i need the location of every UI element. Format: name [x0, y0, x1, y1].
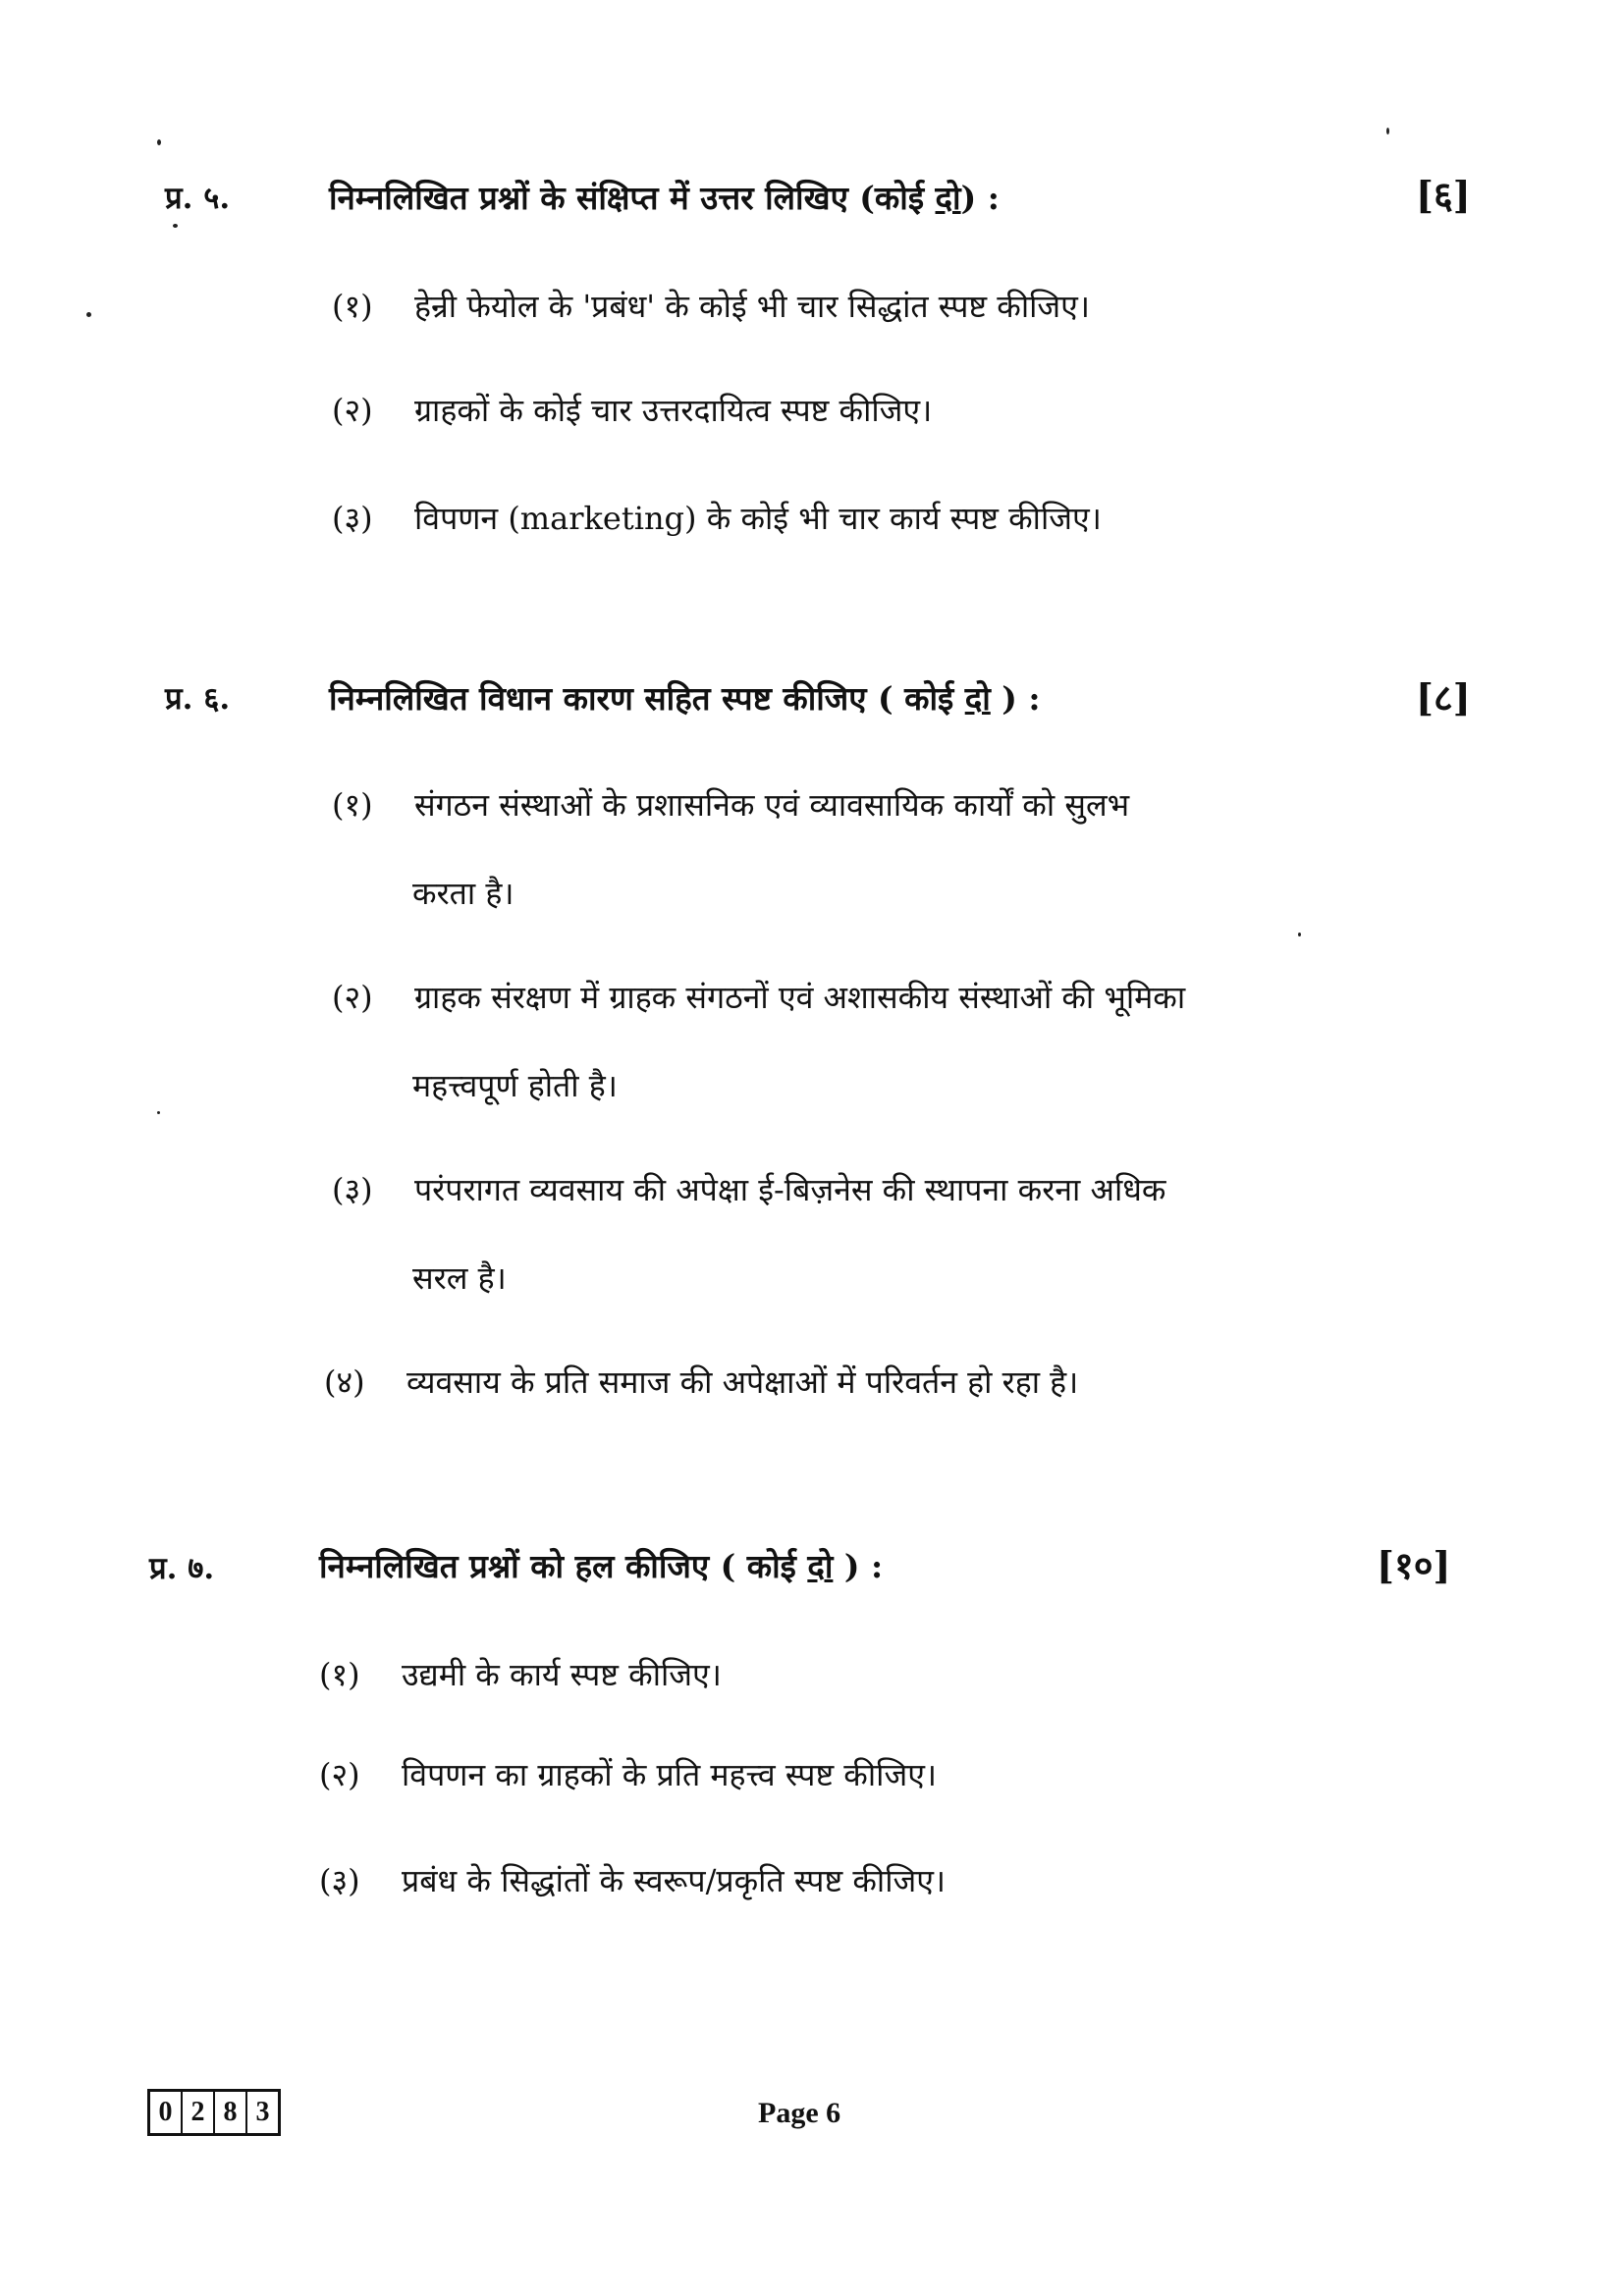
sub-question — [319, 1862, 947, 1899]
scan-speck — [1298, 933, 1301, 936]
paper-code-box — [147, 2089, 281, 2136]
title-emphasis: दो — [807, 1547, 834, 1585]
marks-badge: [१०] — [1377, 1543, 1451, 1587]
sub-question — [332, 500, 1102, 537]
sub-question-number: (२) — [319, 1756, 360, 1793]
sub-question-number: (१) — [332, 288, 373, 325]
sub-question — [332, 979, 1186, 1016]
sub-question — [332, 1171, 1166, 1208]
sub-question-continuation: सरल है। — [412, 1259, 507, 1297]
sub-question-text: व्यवसाय के प्रति समाज की अपेक्षाओं में परिवर्तन हो रहा है। — [406, 1363, 1079, 1401]
sub-question-text: विपणन का ग्राहकों के प्रति महत्त्व स्पष्ट कीजिए। — [402, 1756, 938, 1793]
marks-badge: [६] — [1416, 173, 1471, 217]
question-number: प्र. ५. — [165, 181, 231, 216]
sub-question — [324, 1363, 1079, 1401]
sub-question-number: (३) — [319, 1862, 360, 1899]
question-title — [329, 175, 1000, 219]
marks-badge: [८] — [1416, 675, 1471, 720]
title-emphasis: दो — [935, 179, 961, 217]
sub-question — [319, 1756, 938, 1793]
sub-question-number: (२) — [332, 392, 373, 429]
sub-question-text: परंपरागत व्यवसाय की अपेक्षा ई-बिज़नेस की स्थापना करना अधिक — [414, 1171, 1166, 1208]
question-number: प्र. ६. — [165, 681, 231, 717]
sub-question-number: (१) — [319, 1656, 360, 1693]
sub-question-text: संगठन संस्थाओं के प्रशासनिक एवं व्यावसायिक कार्यों को सुलभ — [414, 786, 1130, 824]
sub-question — [332, 786, 1130, 824]
title-text-end: ) : — [833, 1547, 884, 1585]
paper-code-digit: 2 — [183, 2092, 215, 2133]
sub-question — [332, 288, 1090, 325]
sub-question-text: प्रबंध के सिद्धांतों के स्वरूप/प्रकृति स्पष्ट कीजिए। — [402, 1862, 947, 1899]
sub-question-text: विपणन (marketing) के कोई भी चार कार्य स्पष्ट कीजिए। — [414, 500, 1102, 537]
sub-question-text: उद्यमी के कार्य स्पष्ट कीजिए। — [402, 1656, 722, 1693]
scan-speck — [1386, 128, 1389, 134]
page-number: Page 6 — [758, 2097, 841, 2129]
question-title — [319, 1543, 883, 1587]
title-text: निम्नलिखित प्रश्नों के संक्षिप्त में उत्तर लिखिए (कोई — [329, 179, 936, 217]
paper-code-digit: 0 — [150, 2092, 183, 2133]
scan-speck — [86, 312, 91, 317]
sub-question-continuation: महत्त्वपूर्ण होती है। — [412, 1067, 618, 1104]
title-text: निम्नलिखित विधान कारण सहित स्पष्ट कीजिए ( कोई — [329, 679, 965, 718]
question-number: प्र. ७. — [149, 1551, 215, 1586]
title-text-end: ) : — [990, 679, 1041, 718]
paper-code-digit: 3 — [255, 2097, 270, 2127]
sub-question-number: (४) — [324, 1363, 365, 1401]
title-text: निम्नलिखित प्रश्नों को हल कीजिए ( कोई — [319, 1547, 808, 1585]
sub-question-continuation: करता है। — [412, 875, 514, 912]
sub-question-number: (२) — [332, 979, 373, 1016]
scan-speck — [157, 139, 161, 145]
sub-question-text: ग्राहकों के कोई चार उत्तरदायित्व स्पष्ट कीजिए। — [414, 392, 933, 429]
sub-question-number: (३) — [332, 1171, 373, 1208]
paper-code-digit: 8 — [215, 2092, 247, 2133]
scan-speck — [173, 224, 178, 228]
title-text-end: ) : — [960, 179, 1000, 217]
sub-question — [332, 392, 933, 429]
sub-question-number: (३) — [332, 500, 373, 537]
sub-question — [319, 1656, 722, 1693]
sub-question-number: (१) — [332, 786, 373, 824]
question-title — [329, 675, 1041, 720]
sub-question-text: हेन्री फेयोल के 'प्रबंध' के कोई भी चार सिद्धांत स्पष्ट कीजिए। — [414, 288, 1090, 325]
title-emphasis: दो — [964, 679, 991, 718]
sub-question-text: ग्राहक संरक्षण में ग्राहक संगठनों एवं अशासकीय संस्थाओं की भूमिका — [414, 979, 1186, 1016]
scan-speck — [157, 1111, 160, 1114]
